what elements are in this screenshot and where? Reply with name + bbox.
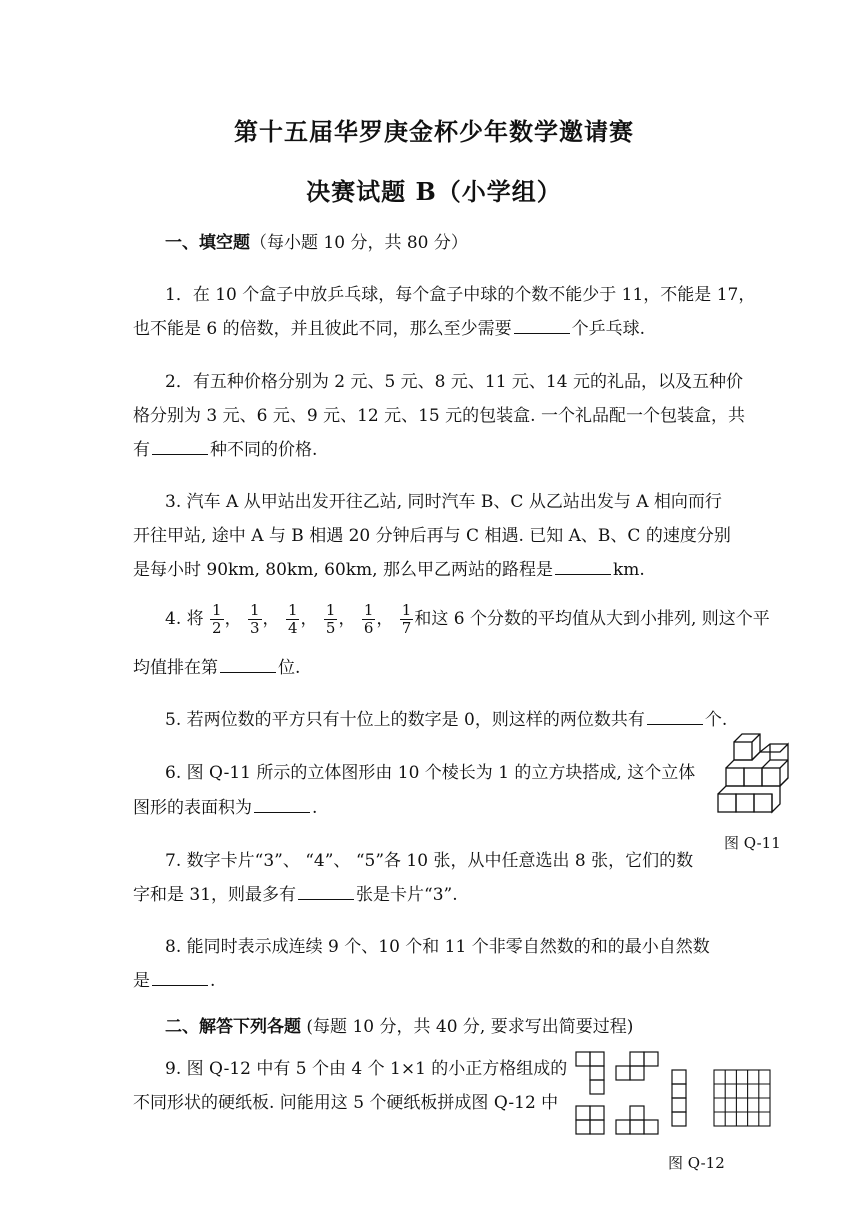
q4-line2 (133, 653, 300, 678)
q9-line2: 不同形状的硬纸板. 问能用这 5 个硬纸板拼成图 Q-12 中 (133, 1093, 559, 1113)
q6-line2 (133, 793, 317, 818)
q5-text-b: 个. (704, 710, 728, 730)
q7-text-b: 张是卡片“3”. (356, 885, 458, 905)
section-2-heading (165, 1012, 633, 1037)
fraction-1-7: $\frac{1}{7}$ (401, 601, 412, 637)
section-1-label: 一、填空题 (165, 233, 250, 253)
fraction-1-6: $\frac{1}{6}$ (363, 601, 374, 637)
q2-line2: 格分别为 3 元、6 元、9 元、12 元、15 元的包装盒. 一个礼品配一个包装盒，共 (133, 406, 745, 426)
q3-line3 (133, 555, 645, 580)
q8-text-b: . (210, 971, 216, 991)
section-2-label: 二、解答下列各题 (165, 1017, 301, 1037)
q4-suffix: 和这 6 个分数的平均值从大到小排列, 则这个平 (414, 609, 770, 629)
section-1-heading (165, 228, 468, 253)
fraction-1-5: $\frac{1}{5}$ (325, 601, 336, 637)
q2-line3 (133, 435, 317, 460)
q3-line2: 开往甲站, 途中 A 与 B 相遇 20 分钟后再与 C 相遇. 已知 A、B、C 的速度分别 (133, 526, 731, 546)
q1-line1: 1．在 10 个盒子中放乒乓球，每个盒子中球的个数不能少于 11，不能是 17， (165, 285, 756, 305)
page-title: 第十五届华罗庚金杯少年数学邀请赛 (234, 117, 634, 146)
fraction-1-4: $\frac{1}{4}$ (287, 601, 298, 637)
figure-q11-caption: 图 Q-11 (724, 834, 781, 852)
q8-line1: 8. 能同时表示成连续 9 个、10 个和 11 个非零自然数的和的最小自然数 (165, 937, 710, 957)
figure-q11-cube-stack (716, 722, 796, 820)
q9-line1: 9. 图 Q-12 中有 5 个由 4 个 1×1 的小正方格组成的 (165, 1059, 568, 1079)
q6-answer-blank[interactable] (254, 811, 310, 813)
q1-line2 (133, 314, 645, 339)
fraction-1-2: $\frac{1}{2}$ (212, 601, 222, 637)
figure-q12-caption: 图 Q-12 (668, 1154, 725, 1172)
figure-q12-pieces (574, 1050, 774, 1138)
q3-answer-blank[interactable] (555, 573, 611, 575)
q4-line1: 4. 将 $\frac{1}{2}$ ， $\frac{1}{3}$ ， $\frac{1}{4}$ ， $\frac{1}{5}$ ， $\frac{1}{6}$ ， $\frac{1}{7}$ 和这 6 个分数的平均值从大到小排列, 则这个平 (165, 601, 770, 637)
q3-line1: 3. 汽车 A 从甲站出发开往乙站, 同时汽车 B、C 从乙站出发与 A 相向而行 (165, 492, 722, 512)
section-2-note: (每题 10 分，共 40 分, 要求写出简要过程) (301, 1017, 634, 1037)
q1-text-b: 个乒乓球. (571, 319, 646, 339)
section-1-note: （每小题 10 分，共 80 分） (250, 233, 468, 253)
target-grid (714, 1070, 770, 1126)
q2-text-b: 种不同的价格. (210, 440, 318, 460)
fraction-1-3: $\frac{1}{3}$ (249, 601, 260, 637)
q7-line2 (133, 880, 458, 905)
q2-line1: 2．有五种价格分别为 2 元、5 元、8 元、11 元、14 元的礼品，以及五种价 (165, 372, 743, 392)
q1-answer-blank[interactable] (514, 332, 570, 334)
q6-text-a: 图形的表面积为 (133, 798, 252, 818)
q6-text-b: . (312, 798, 318, 818)
q7-line1: 7. 数字卡片“3”、 “4”、 “5”各 10 张，从中任意选出 8 张，它们的数 (165, 851, 694, 871)
q4-answer-blank[interactable] (220, 671, 276, 673)
q7-text-a: 字和是 31，则最多有 (133, 885, 297, 905)
q5-line1 (165, 705, 727, 730)
q4-text-b: 位. (278, 658, 301, 678)
q8-answer-blank[interactable] (152, 984, 208, 986)
q8-text-a: 是 (133, 971, 150, 991)
q5-text-a: 5. 若两位数的平方只有十位上的数字是 0，则这样的两位数共有 (165, 710, 645, 730)
q4-prefix: 4. 将 (165, 609, 204, 629)
q2-answer-blank[interactable] (152, 453, 208, 455)
piece-i-shape (672, 1070, 686, 1126)
q5-answer-blank[interactable] (647, 723, 703, 725)
piece-l-shape (576, 1052, 604, 1094)
q3-text-a: 是每小时 90km, 80km, 60km, 那么甲乙两站的路程是 (133, 560, 553, 580)
q4-text-a: 均值排在第 (133, 658, 218, 678)
page-subtitle: 决赛试题 B（小学组） (306, 177, 562, 206)
q1-text-a: 也不能是 6 的倍数，并且彼此不同，那么至少需要 (133, 319, 512, 339)
piece-t-shape (616, 1106, 658, 1134)
q2-text-a: 有 (133, 440, 150, 460)
q8-line2 (133, 966, 215, 991)
piece-s-shape (616, 1052, 658, 1080)
q3-text-b: km. (613, 560, 645, 580)
q6-line1: 6. 图 Q-11 所示的立体图形由 10 个棱长为 1 的立方块搭成, 这个立体 (165, 763, 696, 783)
piece-square (576, 1106, 604, 1134)
q7-answer-blank[interactable] (298, 898, 354, 900)
